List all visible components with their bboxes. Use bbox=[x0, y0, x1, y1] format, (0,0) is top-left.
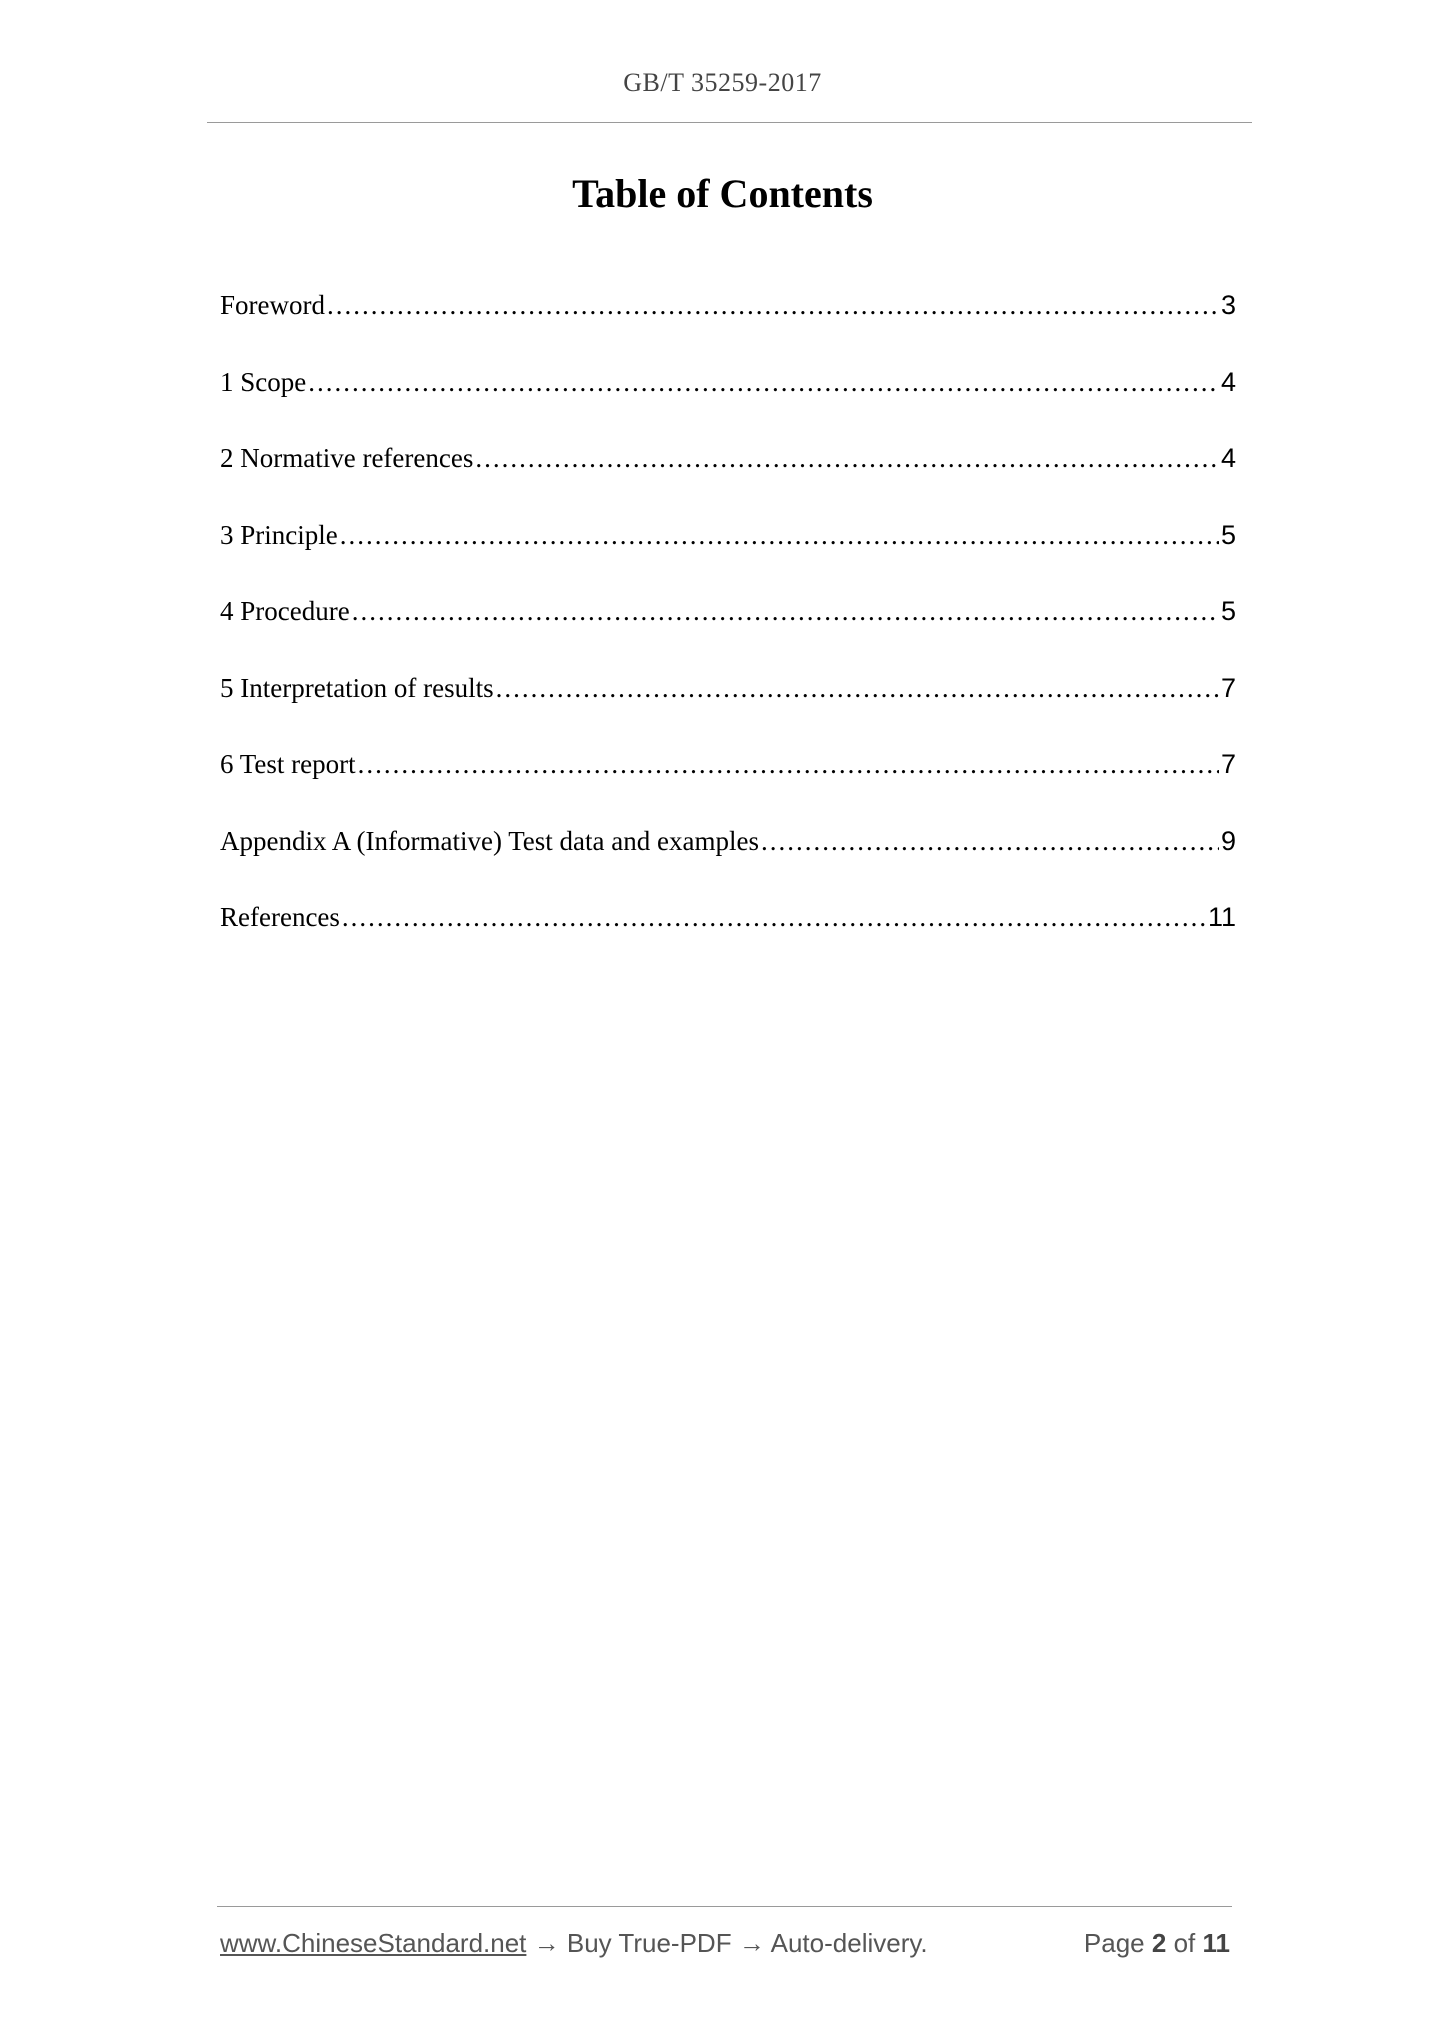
toc-entry-scope[interactable] bbox=[220, 367, 1236, 444]
toc-entry-label: 1 Scope bbox=[220, 366, 307, 397]
toc-dot-leader bbox=[308, 367, 1219, 398]
page-title: Table of Contents bbox=[572, 171, 873, 216]
arrow-right-icon: → bbox=[738, 1928, 765, 1958]
toc-dot-leader bbox=[761, 826, 1219, 857]
toc-entry-page: 4 bbox=[1220, 443, 1236, 473]
toc-entry-test-report[interactable] bbox=[220, 749, 1236, 826]
chinesestandard-link[interactable]: www.ChineseStandard.net bbox=[220, 1928, 527, 1958]
toc-entry-page: 5 bbox=[1220, 519, 1236, 550]
toc-dot-leader bbox=[327, 290, 1219, 321]
total-pages-number: 11 bbox=[1202, 1928, 1230, 1958]
toc-entry-page: 3 bbox=[1220, 290, 1236, 320]
toc-dot-leader bbox=[352, 596, 1219, 627]
toc-entry-label: Foreword bbox=[220, 290, 325, 320]
toc-entry-page: 5 bbox=[1220, 596, 1236, 626]
toc-dot-leader bbox=[496, 673, 1219, 704]
toc-entry-interpretation-of-results[interactable] bbox=[220, 673, 1236, 750]
toc-entry-page: 7 bbox=[1220, 672, 1236, 703]
buy-true-pdf-text: Buy True-PDF bbox=[566, 1928, 732, 1958]
of-word: of bbox=[1173, 1928, 1196, 1958]
toc-dot-leader bbox=[340, 520, 1219, 551]
footer-divider bbox=[217, 1906, 1232, 1907]
toc-entry-references[interactable] bbox=[220, 902, 1236, 979]
current-page-number: 2 bbox=[1151, 1928, 1167, 1958]
toc-entry-label: 2 Normative references bbox=[220, 443, 474, 473]
toc-entry-label: References bbox=[220, 902, 340, 932]
page-indicator bbox=[1084, 1928, 1230, 1959]
toc-dot-leader bbox=[358, 749, 1219, 780]
toc-entry-foreword[interactable] bbox=[220, 290, 1236, 367]
document-code: GB/T 35259-2017 bbox=[623, 68, 822, 97]
toc-entry-label: Appendix A (Informative) Test data and examples bbox=[220, 825, 759, 856]
toc-entry-page: 9 bbox=[1220, 825, 1236, 856]
toc-entry-page: 11 bbox=[1207, 902, 1236, 932]
toc-entry-label: 4 Procedure bbox=[220, 596, 350, 626]
toc-dot-leader bbox=[342, 902, 1206, 933]
toc-entry-appendix-a[interactable] bbox=[220, 826, 1236, 903]
toc-entry-label: 6 Test report bbox=[220, 749, 356, 779]
toc-entry-normative-references[interactable] bbox=[220, 443, 1236, 520]
toc-entry-label: 3 Principle bbox=[220, 519, 338, 550]
toc-list bbox=[220, 290, 1236, 979]
toc-entry-page: 7 bbox=[1220, 749, 1236, 779]
auto-delivery-text: Auto-delivery. bbox=[770, 1928, 928, 1958]
page-footer bbox=[220, 1928, 1232, 1959]
toc-entry-procedure[interactable] bbox=[220, 596, 1236, 673]
toc-dot-leader bbox=[475, 443, 1219, 474]
page-word: Page bbox=[1083, 1928, 1145, 1958]
toc-entry-label: 5 Interpretation of results bbox=[220, 672, 494, 703]
arrow-right-icon: → bbox=[533, 1928, 560, 1958]
toc-entry-principle[interactable] bbox=[220, 520, 1236, 597]
header-divider bbox=[207, 122, 1252, 123]
toc-entry-page: 4 bbox=[1220, 366, 1236, 397]
